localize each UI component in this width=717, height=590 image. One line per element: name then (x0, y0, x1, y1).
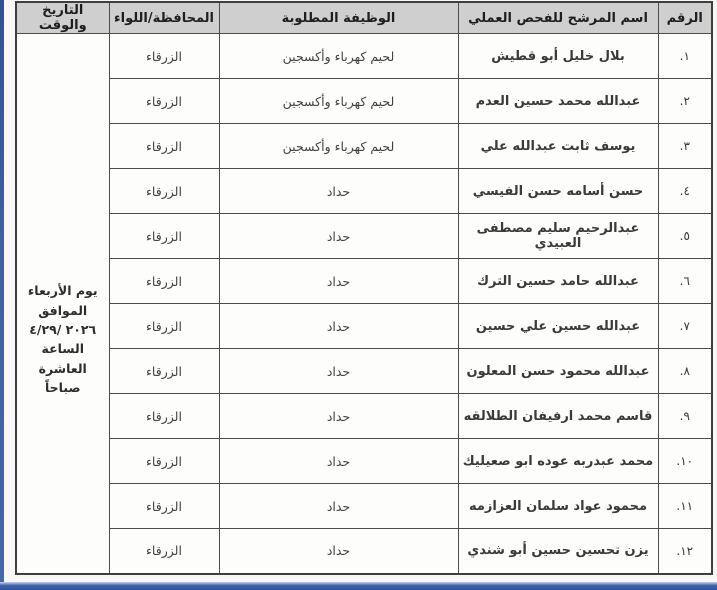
row-number-cell: ٧. (658, 304, 712, 349)
candidate-name-cell: عبدالرحيم سليم مصطفى العبيدي (458, 214, 658, 259)
row-number-cell: ١٠. (658, 439, 712, 484)
page-border-left (0, 0, 4, 590)
row-number-cell: ٨. (658, 349, 712, 394)
row-number-cell: ١. (658, 34, 712, 79)
table-row (16, 259, 712, 304)
governorate-cell: الزرقاء (109, 259, 219, 304)
header-number: الرقم (658, 2, 712, 34)
candidate-name-cell: عبدالله محمود حسن المعلون (458, 349, 658, 394)
candidates-schedule-table (15, 1, 713, 575)
table-row (16, 394, 712, 439)
job-cell: حداد (219, 169, 458, 214)
table-body (16, 34, 712, 574)
job-cell: لحيم كهرباء وأكسجين (219, 124, 458, 169)
job-cell: حداد (219, 484, 458, 529)
governorate-cell: الزرقاء (109, 169, 219, 214)
row-number-cell: ٣. (658, 124, 712, 169)
row-number-cell: ٤. (658, 169, 712, 214)
governorate-cell: الزرقاء (109, 439, 219, 484)
governorate-cell: الزرقاء (109, 34, 219, 79)
exam-corresponding: الموافق (38, 302, 88, 318)
exam-period: صباحاً (44, 380, 81, 395)
table-row (16, 304, 712, 349)
candidate-name-cell: محمود عواد سلمان العزازمه (458, 484, 658, 529)
job-cell: حداد (219, 214, 458, 259)
governorate-cell: الزرقاء (109, 349, 219, 394)
job-cell: حداد (219, 529, 458, 574)
governorate-cell: الزرقاء (109, 79, 219, 124)
candidate-name-cell: عبدالله حسين علي حسين (458, 304, 658, 349)
header-name: اسم المرشح للفحص العملي (458, 2, 658, 34)
table-row (16, 124, 712, 169)
job-cell: حداد (219, 259, 458, 304)
job-cell: لحيم كهرباء وأكسجين (219, 79, 458, 124)
row-number-cell: ١٢. (658, 529, 712, 574)
page-border-bottom (0, 582, 717, 590)
table-row (16, 529, 712, 574)
candidate-name-cell: عبدالله محمد حسين العدم (458, 79, 658, 124)
candidate-name-cell: عبدالله حامد حسين الترك (458, 259, 658, 304)
row-number-cell: ٩. (658, 394, 712, 439)
table-header-row (16, 2, 712, 34)
exam-day: يوم الأربعاء (27, 283, 98, 299)
governorate-cell: الزرقاء (109, 394, 219, 439)
job-cell: حداد (219, 349, 458, 394)
governorate-cell: الزرقاء (109, 529, 219, 574)
header-datetime: التاريخ والوقت (16, 2, 109, 34)
table-row (16, 439, 712, 484)
table-row (16, 349, 712, 394)
candidate-name-cell: حسن أسامه حسن الفيسي (458, 169, 658, 214)
governorate-cell: الزرقاء (109, 304, 219, 349)
candidate-name-cell: محمد عبدربه عوده ابو صعيليك (458, 439, 658, 484)
header-job: الوظيفة المطلوبة (219, 2, 458, 34)
governorate-cell: الزرقاء (109, 124, 219, 169)
governorate-cell: الزرقاء (109, 214, 219, 259)
job-cell: حداد (219, 304, 458, 349)
job-cell: حداد (219, 439, 458, 484)
table-row (16, 34, 712, 79)
header-governorate: المحافظة/اللواء (109, 2, 219, 34)
candidate-name-cell: بلال خليل أبو قطيش (458, 34, 658, 79)
job-cell: حداد (219, 394, 458, 439)
row-number-cell: ٢. (658, 79, 712, 124)
table-row (16, 169, 712, 214)
exam-time: الساعة العاشرة (38, 341, 87, 376)
candidate-name-cell: يوسف ثابت عبدالله علي (458, 124, 658, 169)
table-row (16, 214, 712, 259)
candidate-name-cell: يزن تحسين حسين أبو شندي (458, 529, 658, 574)
table-row (16, 484, 712, 529)
row-number-cell: ٦. (658, 259, 712, 304)
exam-datetime (20, 281, 106, 397)
job-cell: لحيم كهرباء وأكسجين (219, 34, 458, 79)
row-number-cell: ٥. (658, 214, 712, 259)
exam-datetime-cell (16, 34, 109, 574)
candidate-name-cell: قاسم محمد ارفيفان الطلالقه (458, 394, 658, 439)
exam-date: ٢٠٢٦ /٤/٢٩ (29, 321, 97, 337)
row-number-cell: ١١. (658, 484, 712, 529)
governorate-cell: الزرقاء (109, 484, 219, 529)
table-row (16, 79, 712, 124)
